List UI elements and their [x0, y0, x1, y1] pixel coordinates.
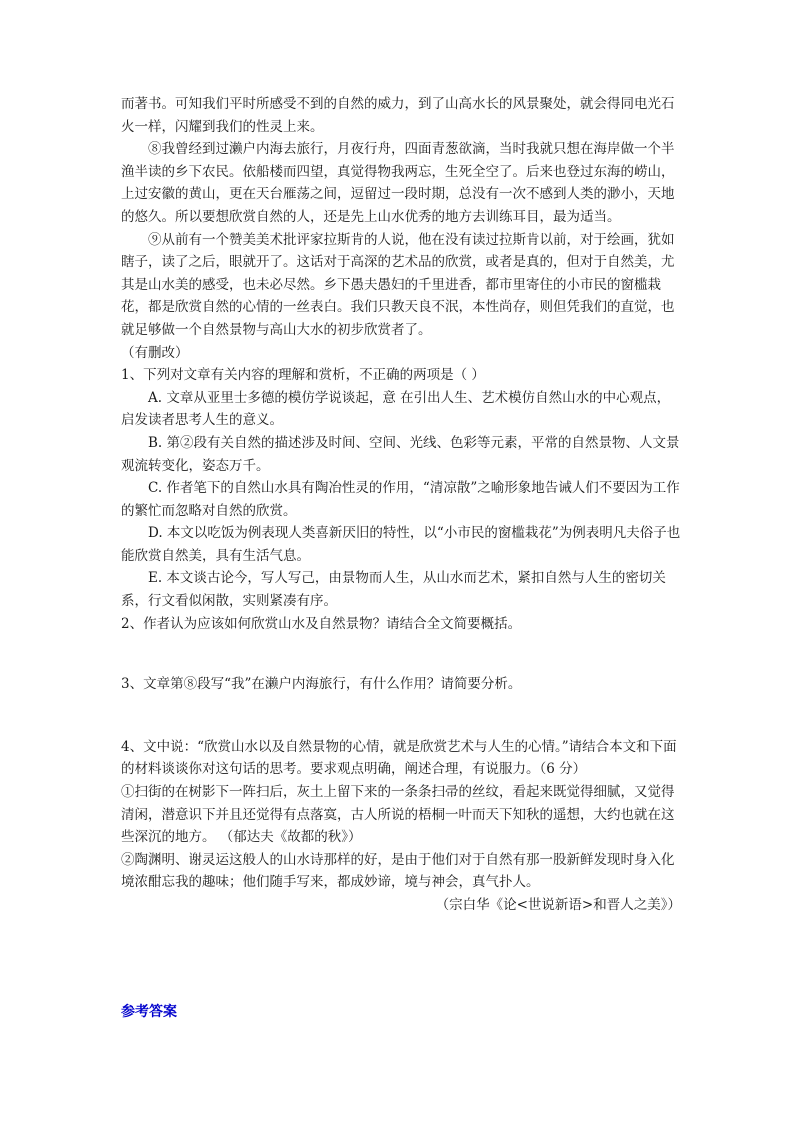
document-body	[121, 93, 681, 917]
material-2: ②陶渊明、谢灵运这般人的山水诗那样的好，是由于他们对于自然有那一股新鲜发现时身入化境浓酣忘我的趣味；他们随手写来，都成妙谛，境与神会，真气扑人。	[121, 851, 675, 891]
option-d: D. 本文以吃饭为例表现人类喜新厌旧的特性，以“小市民的窗槛栽花”为例表明凡夫俗子也能欣赏自然美，具有生活气息。	[121, 525, 681, 564]
option-c: C. 作者笔下的自然山水具有陶冶性灵的作用，“清凉散”之喻形象地告诫人们不要因为工作的繁忙而忽略对自然的欣赏。	[121, 480, 680, 519]
option-a: A. 文章从亚里士多德的模仿学说谈起，意 在引出人生、艺术模仿自然山水的中心观点，启发读者思考人生的意义。	[121, 389, 671, 429]
option-e: E. 本文谈古论今，写人写己，由景物而人生，从山水而艺术，紧扣自然与人生的密切关系，行文看似闲散，实则紧凑有序。	[121, 570, 666, 610]
question-3: 3、文章第⑧段写“我”在濑户内海旅行，有什么作用？请简要分析。	[121, 676, 522, 693]
question-2: 2、作者认为应该如何欣赏山水及自然景物？请结合全文简要概括。	[121, 615, 522, 632]
source-note: （有删改）	[121, 344, 189, 361]
material-2-source: （宗白华《论<世说新语>和晋人之美》）	[435, 897, 681, 913]
passage-paragraph-8: ⑧我曾经到过濑户内海去旅行，月夜行舟，四面青葱欲滴，当时我就只想在海岸做一个半渔半读的乡下农民。依船楼而四望，真觉得物我两忘，生死全空了。后来也登过东海的崂山，上过安徽的黄山，更在天台雁荡之间，逗留过一段时期，总没有一次不感到人类的渺小，天地的悠久。所以要想欣赏自然的人，还是先上山水优秀的地方去训练耳目，最为适当。	[121, 141, 675, 225]
question-4: 4、文中说：“欣赏山水以及自然景物的心情，就是欣赏艺术与人生的心情。”请结合本文和下面的材料谈谈你对这句话的思考。要求观点明确，阐述合理，有说服力。（6 分）	[121, 738, 677, 778]
passage-paragraph: 而著书。可知我们平时所感受不到的自然的威力，到了山高水长的风景聚处，就会得同电光石火一样，闪耀到我们的性灵上来。	[121, 96, 675, 135]
passage-paragraph-9: ⑨从前有一个赞美美术批评家拉斯肯的人说，他在没有读过拉斯肯以前，对于绘画，犹如瞎子，读了之后，眼就开了。这话对于高深的艺术品的欣赏，或者是真的，但对于自然美，尤其是山水美的感受，也未必尽然。乡下愚夫愚妇的千里进香，都市里寄住的小市民的窗槛栽花，都是欣赏自然的心情的一丝表白。我们只教天良不泯，本性尚存，则但凭我们的直觉，也就足够做一个自然景物与高山大水的初步欣赏者了。	[121, 231, 675, 338]
answer-heading: 参考答案	[121, 1004, 177, 1020]
material-1: ①扫街的在树影下一阵扫后，灰土上留下来的一条条扫帚的丝纹，看起来既觉得细腻，又觉得清闲，潜意识下并且还觉得有点落寞，古人所说的梧桐一叶而天下知秋的遥想，大约也就在这些深沉的地方。 （郁达夫《故都的秋》）	[121, 784, 675, 846]
option-b: B. 第②段有关自然的描述涉及时间、空间、光线、色彩等元素，平常的自然景物、人文景观流转变化，姿态万千。	[121, 434, 680, 474]
question-1: 1、下列对文章有关内容的理解和赏析，不正确的两项是（ ）	[121, 367, 485, 384]
